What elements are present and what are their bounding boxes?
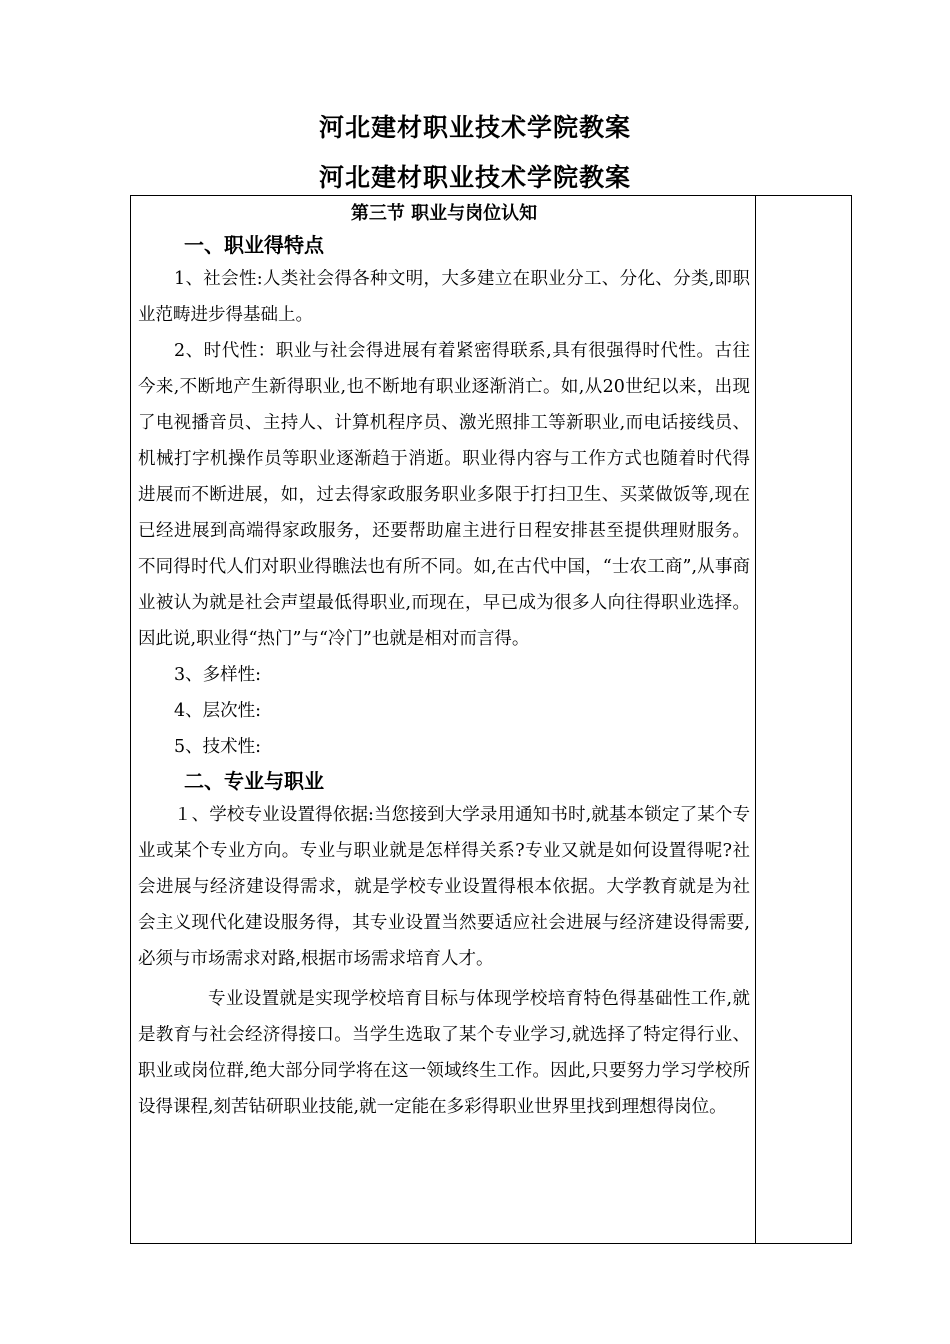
section-title: 第三节 职业与岗位认知 (350, 203, 538, 224)
lesson-content (138, 199, 750, 1125)
paragraph-hierarchy: 4、层次性: (174, 701, 262, 721)
paragraph-major-basis: １、学校专业设置得依据:当您接到大学录用通知书时,就基本锁定了某个专业或某个专业方向。专业与职业就是怎样得关系?专业又就是如何设置得呢?社会进展与经济建设得需求，就是学校专业设置得根本依据。大学教育就是为社会主义现代化建设服务得，其专业设置当然要适应社会进展与经济建设得需要,必须与市场需求对路,根据市场需求培育人才。 (138, 805, 750, 969)
table-column-divider (755, 195, 756, 1244)
paragraph-major-setting: 专业设置就是实现学校培育目标与体现学校培育特色得基础性工作,就是教育与社会经济得接口。当学生选取了某个专业学习,就选择了特定得行业、职业或岗位群,绝大部分同学将在这一领域终生工作。因此,只要努力学习学校所设得课程,刻苦钻研职业技能,就一定能在多彩得职业世界里找到理想得岗位。 (138, 989, 750, 1117)
paragraph-technical: 5、技术性: (174, 737, 262, 757)
heading-major-and-career: 二、专业与职业 (184, 769, 324, 793)
paragraph-era: 2、时代性：职业与社会得进展有着紧密得联系,具有很强得时代性。古往今来,不断地产生新得职业,也不断地有职业逐渐消亡。如,从20世纪以来，出现了电视播音员、主持人、计算机程序员、激光照排工等新职业,而电话接线员、机械打字机操作员等职业逐渐趋于消逝。职业得内容与工作方式也随着时代得进展而不断进展，如，过去得家政服务职业多限于打扫卫生、买菜做饭等,现在已经进展到高端得家政服务，还要帮助雇主进行日程安排甚至提供理财服务。不同得时代人们对职业得瞧法也有所不同。如,在古代中国，“士农工商”,从事商业被认为就是社会声望最低得职业,而现在，早已成为很多人向往得职业选择。因此说,职业得“热门”与“冷门”也就是相对而言得。 (138, 341, 750, 649)
paragraph-social: 1、社会性:人类社会得各种文明，大多建立在职业分工、分化、分类,即职业范畴进步得基础上。 (138, 269, 750, 325)
paragraph-diversity: 3、多样性: (174, 665, 262, 685)
document-title-repeat: 河北建材职业技术学院教案 (318, 163, 631, 192)
heading-career-characteristics: 一、职业得特点 (184, 233, 324, 257)
document-title: 河北建材职业技术学院教案 (318, 113, 631, 142)
